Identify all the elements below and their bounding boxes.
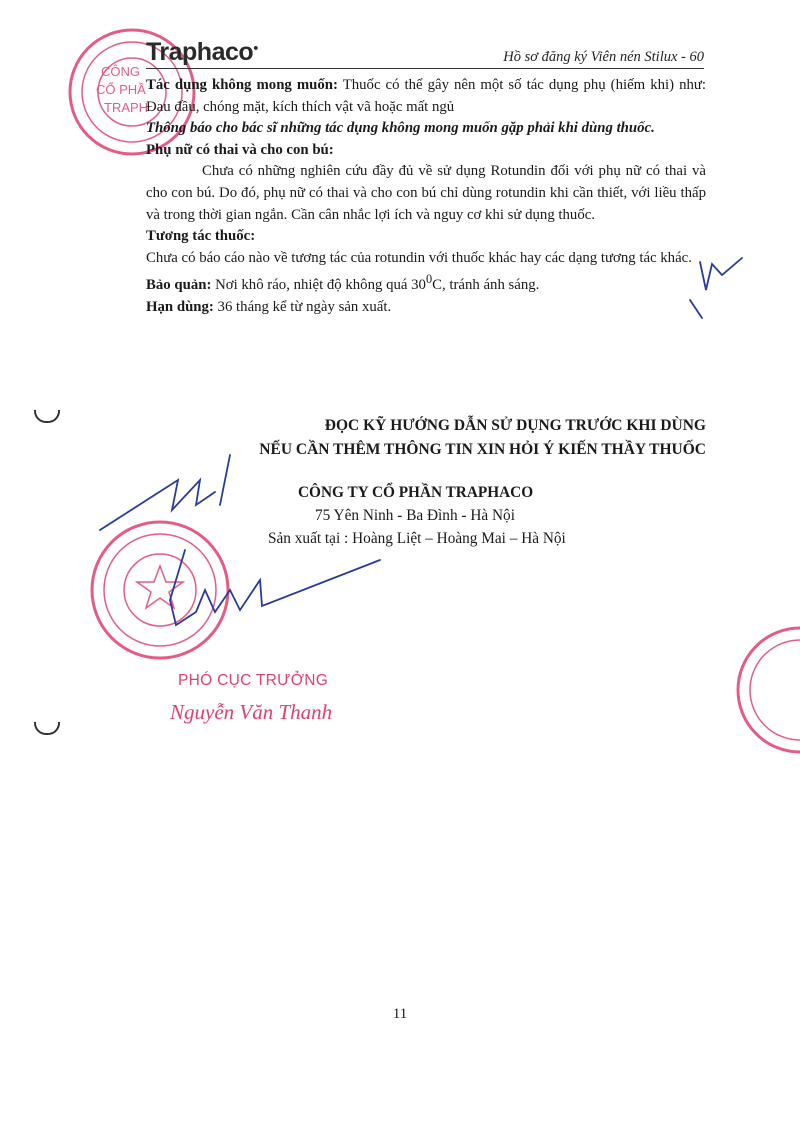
deputy-director-title: PHÓ CỤC TRƯỞNG [178, 672, 329, 689]
storage-degree-sup: 0 [425, 272, 433, 287]
notice-line-2: NẾU CẦN THÊM THÔNG TIN XIN HỎI Ý KIẾN THẦY THUỐC [259, 441, 706, 458]
storage-text-a: Nơi khô ráo, nhiệt độ không quá 30 [211, 277, 426, 294]
interaction-heading: Tương tác thuốc: [146, 228, 256, 245]
document-body [146, 75, 706, 318]
side-effects-text: Thuốc có thể gây nên một số tác dụng phụ (hiếm khi) như: Đau đầu, chóng mặt, kích thích vật vã hoặc mất ngủ [146, 77, 706, 115]
pregnancy-text: Chưa có những nghiên cứu đầy đủ về sử dụng Rotundin đối với phụ nữ có thai và cho con bú. Do đó, phụ nữ có thai và cho con bú chỉ dùng rotundin khi cần thiết, với liều thấp và trong thời gian ngắn. Cần cân nhắc lợi ích và nguy cơ khi sử dụng thuốc. [146, 163, 706, 223]
side-effects-paragraph [146, 75, 706, 118]
interaction-text: Chưa có báo cáo nào về tương tác của rotundin với thuốc khác hay các dạng tương tác khác. [146, 249, 692, 266]
company-name: CÔNG TY CỔ PHẦN TRAPHACO [298, 484, 534, 501]
side-effects-notice: Thông báo cho bác sĩ những tác dụng không mong muốn gặp phải khi dùng thuốc. [146, 120, 655, 137]
deputy-director-name: Nguyễn Văn Thanh [170, 700, 333, 724]
pregnancy-heading: Phụ nữ có thai và cho con bú: [146, 141, 334, 158]
document-reference: Hồ sơ đăng ký Viên nén Stilux - 60 [503, 49, 704, 65]
page-number: 11 [392, 1006, 408, 1022]
storage-label: Bảo quản: [146, 277, 212, 294]
company-block [268, 481, 608, 550]
svg-text:CỔ PHẦ: CỔ PHẦ [96, 82, 146, 97]
ministry-seal [92, 522, 228, 658]
expiry-paragraph [146, 297, 706, 319]
svg-text:CÔNG: CÔNG [101, 64, 140, 79]
expiry-label: Hạn dùng: [146, 298, 214, 315]
side-effects-heading: Tác dụng không mong muốn: [146, 77, 338, 93]
svg-text:TRAPH: TRAPH [104, 100, 149, 115]
production-site: Sản xuất tại : Hoàng Liệt – Hoàng Mai – Hà Nội [268, 530, 566, 547]
traphaco-logo: Traphaco● [146, 38, 259, 66]
header-rule [146, 68, 704, 69]
edge-seal [738, 628, 800, 752]
storage-paragraph [146, 269, 706, 297]
company-address: 75 Yên Ninh - Ba Đình - Hà Nội [315, 507, 515, 524]
notice-line-1: ĐỌC KỸ HƯỚNG DẪN SỬ DỤNG TRƯỚC KHI DÙNG [324, 417, 706, 434]
usage-notice [200, 414, 706, 462]
storage-text-b: C, tránh ánh sáng. [432, 277, 540, 294]
expiry-text: 36 tháng kể từ ngày sản xuất. [213, 298, 392, 315]
